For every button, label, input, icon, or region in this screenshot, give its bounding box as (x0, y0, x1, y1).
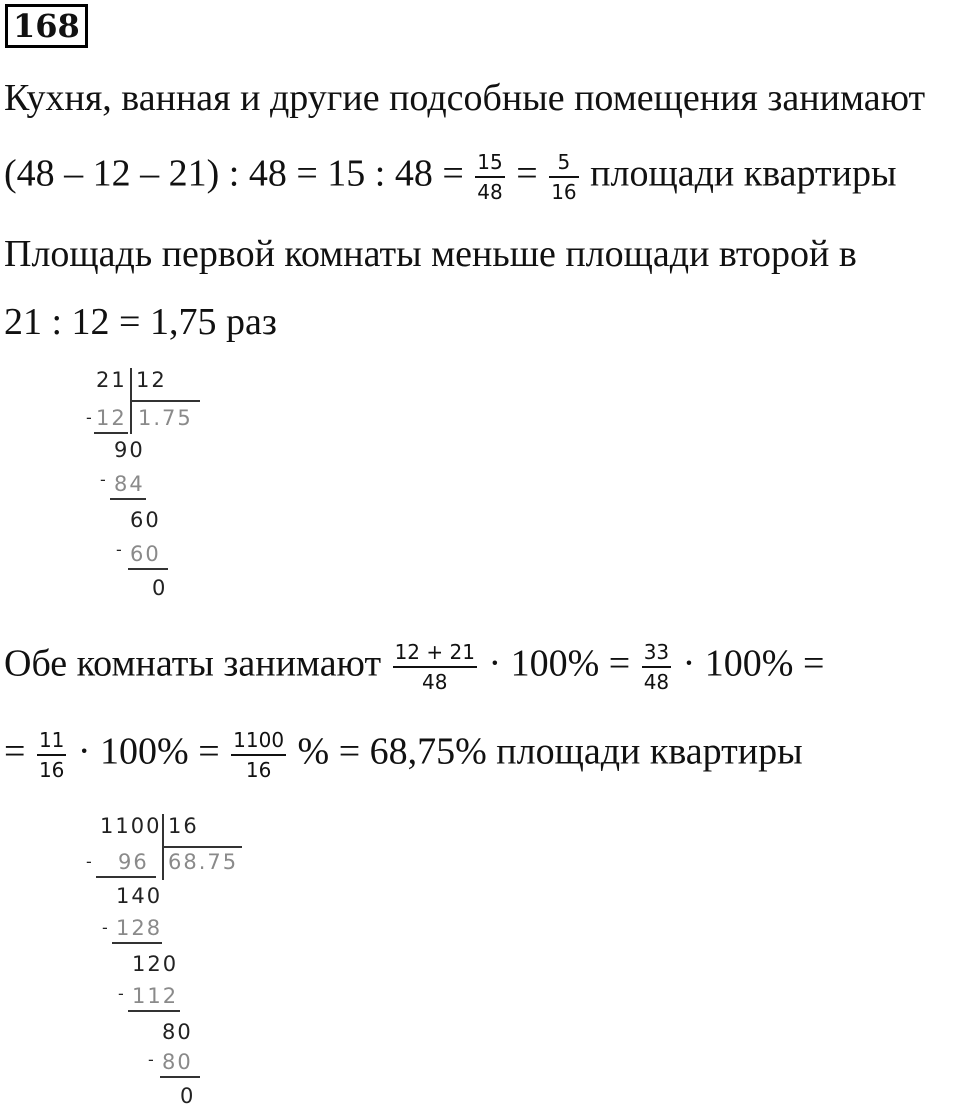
fraction-15-48: $\frac{15}{48}$ (477, 150, 503, 204)
operator: · 100% = (682, 642, 825, 685)
step: 80 (162, 1050, 193, 1074)
dividend: 21 (96, 368, 127, 392)
equals-sign: = (4, 730, 26, 773)
problem-number: 168 (5, 4, 88, 48)
text-line-4: 21 : 12 = 1,75 раз (4, 301, 277, 343)
divisor: 12 (136, 368, 167, 392)
quotient: 68.75 (168, 850, 239, 874)
step: 120 (132, 952, 179, 976)
label: Обе комнаты занимают (4, 642, 382, 685)
step: 128 (116, 916, 163, 940)
text-line-1: Кухня, ванная и другие подсобные помещения занимают (4, 77, 926, 119)
step: 140 (116, 884, 163, 908)
step: 112 (132, 984, 179, 1008)
quotient: 1.75 (138, 406, 193, 430)
equals-sign: = (516, 152, 538, 195)
fraction-1100-16: $\frac{1100}{16}$ (233, 728, 285, 782)
expression: (48 – 12 – 21) : 48 = 15 : 48 = (4, 152, 464, 195)
fraction-33-48: $\frac{33}{48}$ (643, 640, 670, 694)
fraction-5-16: $\frac{5}{16}$ (551, 150, 577, 204)
text-line-6 (4, 728, 803, 782)
step: 60 (130, 542, 161, 566)
step: 60 (130, 508, 161, 532)
operator: · 100% = (488, 642, 631, 685)
text-line-5 (4, 640, 824, 694)
dividend: 1100 (100, 814, 162, 838)
step: 96 (118, 850, 149, 874)
step: 90 (114, 438, 145, 462)
step: 80 (162, 1020, 193, 1044)
text-line-3: Площадь первой комнаты меньше площади второй в (4, 233, 857, 275)
step: 0 (152, 576, 168, 600)
trailing-text: % = 68,75% площади квартиры (297, 730, 803, 773)
step: 0 (180, 1084, 196, 1108)
step: 12 (96, 406, 127, 430)
text-line-2 (4, 150, 896, 204)
operator: · 100% = (77, 730, 220, 773)
divisor: 16 (168, 814, 199, 838)
step: 84 (114, 472, 145, 496)
fraction-12plus21-48: $\frac{12 + 21}{48}$ (394, 640, 475, 694)
fraction-11-16: $\frac{11}{16}$ (38, 728, 65, 782)
trailing-text: площади квартиры (590, 152, 897, 195)
